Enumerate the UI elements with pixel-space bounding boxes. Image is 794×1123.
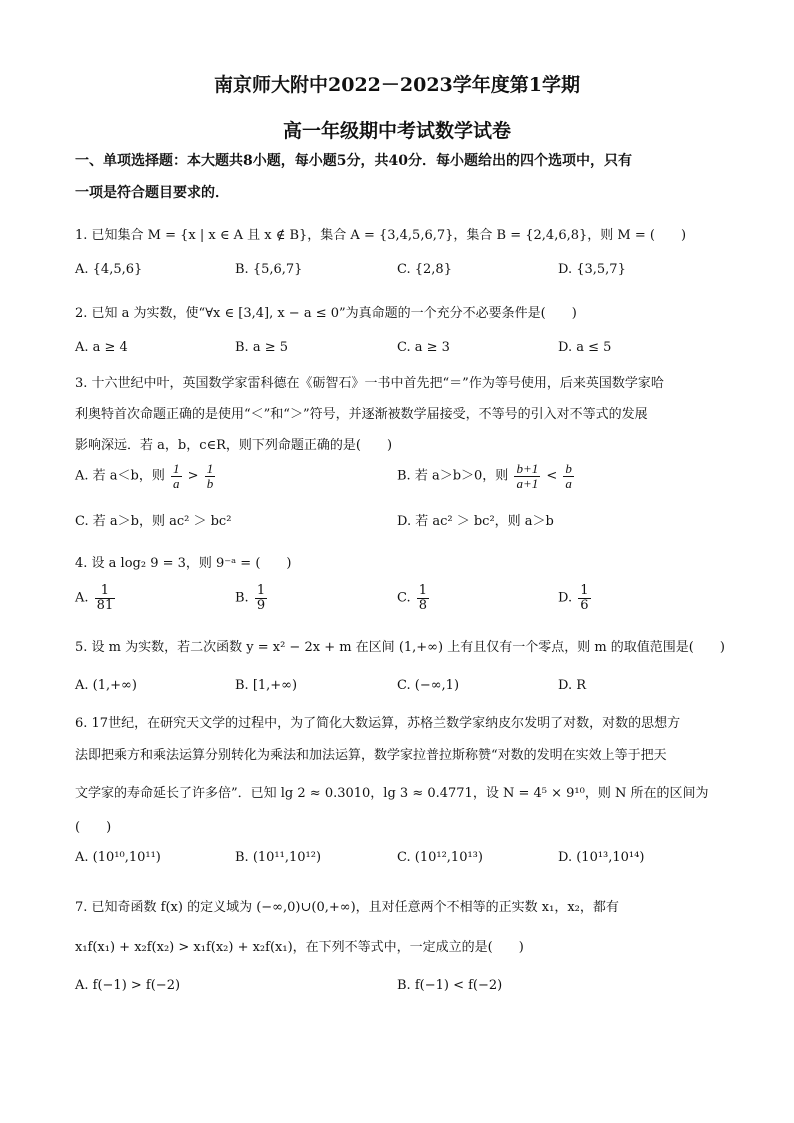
q5-option-d: D. R bbox=[558, 678, 587, 693]
q3-option-b: B. 若 a＞b＞0，则 $\frac{b+1}{a+1}$ < $\frac{b}{a}$ bbox=[397, 461, 572, 491]
q1-stem: 1. 已知集合 M = {x | x ∈ A 且 x ∉ B}，集合 A = {3,4,5,6,7}，集合 B = {2,4,6,8}，则 M = ( ) bbox=[75, 228, 687, 243]
q1-option-b: B. {5,6,7} bbox=[235, 262, 303, 277]
q1-option-a: A. {4,5,6} bbox=[75, 262, 143, 277]
q3-option-a-frac-left: $\frac{1}{a}$ bbox=[173, 461, 180, 491]
q6-option-a: A. (10¹⁰,10¹¹) bbox=[75, 850, 161, 865]
q6-option-b: B. (10¹¹,10¹²) bbox=[235, 850, 322, 865]
section-heading-line2: 一项是符合题目要求的． bbox=[75, 185, 229, 201]
q4-option-a-frac: $\frac{1}{81}$ bbox=[96, 583, 114, 613]
q3-option-a: A. 若 a＜b，则 $\frac{1}{a}$ > $\frac{1}{b}$ bbox=[75, 461, 214, 491]
q3-line3: 影响深远．若 a，b，c∈R，则下列命题正确的是( ) bbox=[75, 438, 393, 453]
q2-stem: 2. 已知 a 为实数，使“∀x ∈ [3,4], x − a ≤ 0”为真命题的一个充分不必要条件是( ) bbox=[75, 306, 577, 321]
q4-option-b bbox=[235, 584, 269, 612]
q6-line1: 6. 17世纪，在研究天文学的过程中，为了简化大数运算，苏格兰数学家纳皮尔发明了对数，对数的思想方 bbox=[75, 716, 681, 731]
q4-option-b-frac: $\frac{1}{9}$ bbox=[256, 583, 266, 613]
q2-option-b: B. a ≥ 5 bbox=[235, 340, 288, 355]
q7-option-b: B. f(−1) < f(−2) bbox=[397, 978, 503, 993]
q6-line2: 法即把乘方和乘法运算分别转化为乘法和加法运算，数学家拉普拉斯称赞“对数的发明在实效上等于把天 bbox=[75, 748, 667, 763]
q4-option-d bbox=[558, 584, 593, 612]
q3-option-a-text: A. 若 a＜b，则 bbox=[75, 468, 165, 484]
q5-option-c: C. (−∞,1) bbox=[397, 678, 460, 693]
q6-option-c: C. (10¹²,10¹³) bbox=[397, 850, 483, 865]
q3-option-d: D. 若 ac² ＞ bc²，则 a＞b bbox=[397, 514, 554, 529]
q3-line1: 3. 十六世纪中叶，英国数学家雷科德在《砺智石》一书中首先把“＝”作为等号使用，后来英国数学家哈 bbox=[75, 376, 664, 391]
q6-line3: 文学家的寿命延长了许多倍”．已知 lg 2 ≈ 0.3010，lg 3 ≈ 0.4771，设 N = 4⁵ × 9¹⁰，则 N 所在的区间为 bbox=[75, 786, 709, 801]
q4-option-c-label: C. bbox=[397, 590, 411, 606]
q4-stem: 4. 设 a log₂ 9 = 3，则 9⁻ᵃ = ( ) bbox=[75, 556, 292, 571]
q6-option-d: D. (10¹³,10¹⁴) bbox=[558, 850, 645, 865]
q5-stem: 5. 设 m 为实数，若二次函数 y = x² − 2x + m 在区间 (1,+∞) 上有且仅有一个零点，则 m 的取值范围是( ) bbox=[75, 640, 725, 655]
q2-option-d: D. a ≤ 5 bbox=[558, 340, 612, 355]
q3-option-a-frac-right: $\frac{1}{b}$ bbox=[206, 461, 214, 491]
q3-option-b-frac-left: $\frac{b+1}{a+1}$ bbox=[516, 461, 539, 491]
q3-line2: 利奥特首次命题正确的是使用“＜”和“＞”符号，并逐渐被数学届接受，不等号的引入对不等式的发展 bbox=[75, 407, 648, 422]
section-heading-line1: 一、单项选择题：本大题共8小题，每小题5分，共40分．每小题给出的四个选项中，只有 bbox=[75, 153, 632, 169]
q5-option-b: B. [1,+∞) bbox=[235, 678, 298, 693]
q4-option-d-label: D. bbox=[558, 590, 573, 606]
q4-option-d-frac: $\frac{1}{6}$ bbox=[580, 583, 589, 613]
q4-option-b-label: B. bbox=[235, 590, 249, 606]
q2-option-c: C. a ≥ 3 bbox=[397, 340, 450, 355]
q3-option-b-frac-right: $\frac{b}{a}$ bbox=[565, 461, 572, 491]
q4-option-a-label: A. bbox=[75, 590, 89, 606]
q3-option-b-text: B. 若 a＞b＞0，则 bbox=[397, 468, 509, 484]
q7-line1: 7. 已知奇函数 f(x) 的定义域为 (−∞,0)∪(0,+∞)，且对任意两个不相等的正实数 x₁，x₂，都有 bbox=[75, 900, 619, 915]
q4-option-a bbox=[75, 584, 117, 612]
q4-option-c bbox=[397, 584, 431, 612]
page-title: 南京师大附中2022－2023学年度第1学期 bbox=[214, 74, 580, 96]
q3-option-c: C. 若 a＞b，则 ac² ＞ bc² bbox=[75, 514, 232, 529]
q7-line2: x₁f(x₁) + x₂f(x₂) > x₁f(x₂) + x₂f(x₁)，在下列不等式中，一定成立的是( ) bbox=[75, 940, 524, 955]
q2-option-a: A. a ≥ 4 bbox=[75, 340, 128, 355]
page-subtitle: 高一年级期中考试数学试卷 bbox=[282, 120, 511, 142]
q7-option-a: A. f(−1) > f(−2) bbox=[75, 978, 181, 993]
q5-option-a: A. (1,+∞) bbox=[75, 678, 137, 693]
q1-option-c: C. {2,8} bbox=[397, 262, 452, 277]
q1-option-d: D. {3,5,7} bbox=[558, 262, 626, 277]
q4-option-c-frac: $\frac{1}{8}$ bbox=[418, 583, 428, 613]
q6-line4: ( ) bbox=[75, 820, 112, 835]
